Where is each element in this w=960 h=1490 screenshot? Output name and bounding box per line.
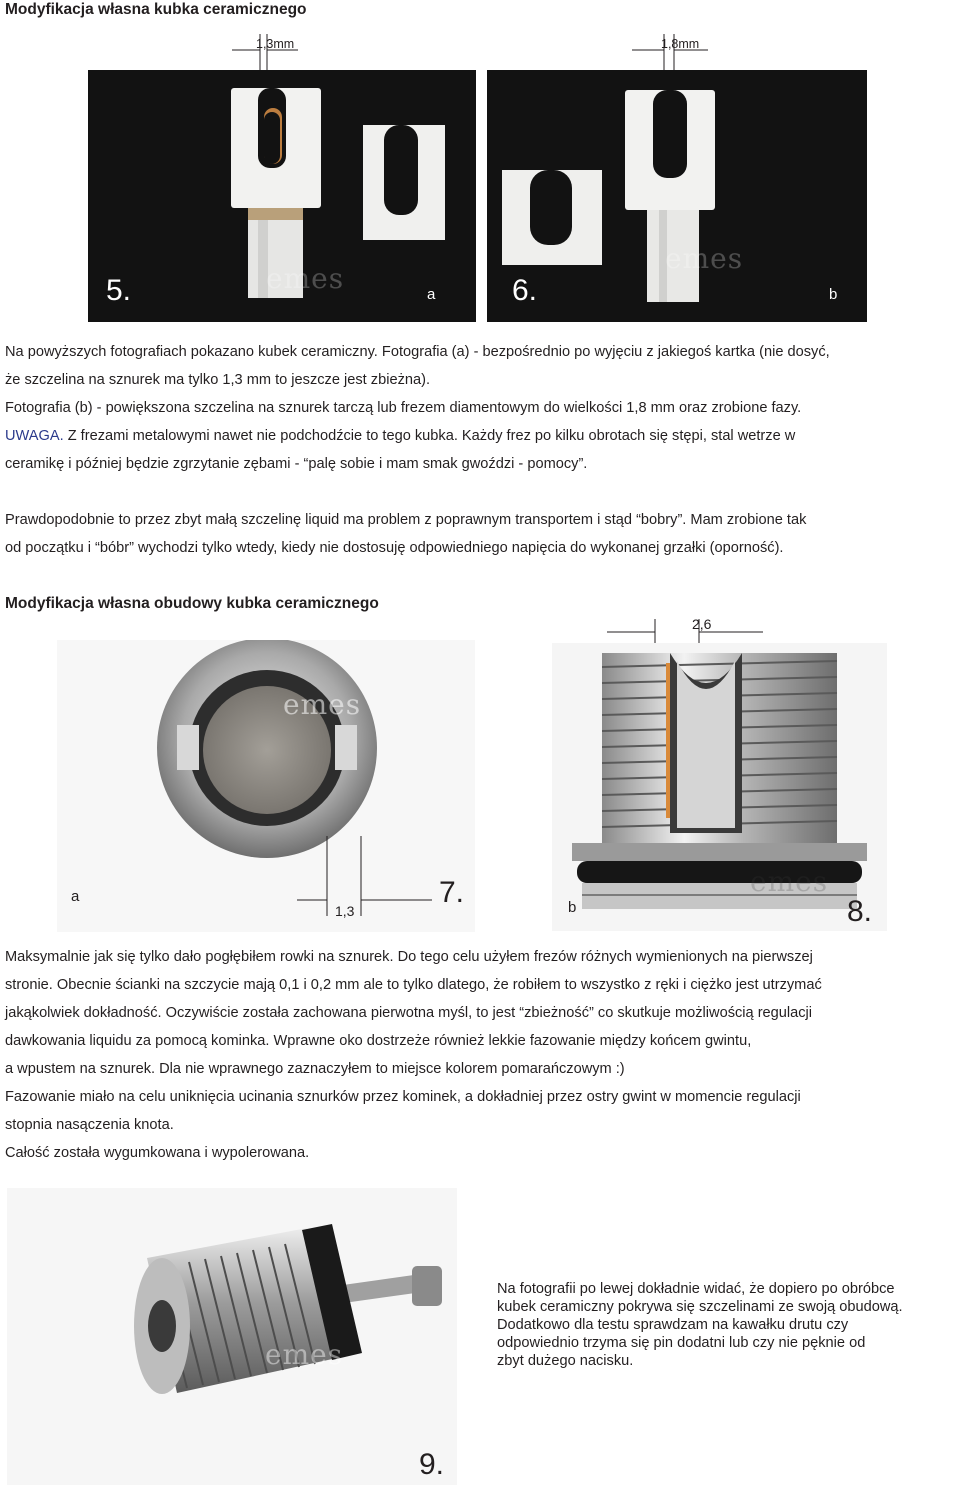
photo-9-housing-with-wire-test: [7, 1188, 457, 1485]
section1-paragraph2: [5, 506, 955, 562]
dimension-label-7: 1,3: [335, 903, 355, 919]
photo-8-housing-side-view: [552, 643, 887, 931]
caption-line-1: Na fotografii po lewej dokładnie widać, że dopiero po obróbce: [497, 1281, 895, 1297]
photo-7-housing-top-view: [57, 640, 475, 932]
caption-line-4: odpowiednio trzyma się pin dodatni lub czy nie pęknie od: [497, 1335, 866, 1351]
photo-9-caption: [497, 1280, 957, 1370]
photo-number-6: 6.: [512, 274, 538, 307]
section2-line-5: a wpustem na sznurek. Dla nie wprawnego zaznaczyłem to miejsce kolorem pomarańczowym :): [5, 1061, 625, 1077]
photo-number-9: 9.: [419, 1448, 445, 1481]
watermark-7: emes: [283, 688, 362, 721]
photo-6-ceramic-cup-b: [487, 70, 867, 322]
watermark-8: emes: [750, 865, 829, 898]
warning-text: Z frezami metalowymi nawet nie podchodźcie to tego kubka. Każdy frez po kilku obrotach się stępi, stal wetrze w: [63, 428, 796, 444]
section2-line-2: stronie. Obecnie ścianki na szczycie mają 0,1 i 0,2 mm ale to tylko dlatego, że robiłem to wszystko z ręki i ciężko jest utrzymać: [5, 977, 822, 993]
photo-letter-b: b: [829, 286, 838, 303]
dimension-label-6: 1,8mm: [661, 37, 700, 51]
dimension-label-8: 2,6: [692, 616, 712, 632]
section1-title: Modyfikacja własna kubka ceramicznego: [5, 1, 307, 18]
warning-label: UWAGA.: [5, 428, 64, 444]
photo-number-5: 5.: [106, 274, 132, 307]
section2-line-8: Całość została wygumkowana i wypolerowana.: [5, 1145, 310, 1161]
watermark-9: emes: [265, 1338, 344, 1371]
section2-title: Modyfikacja własna obudowy kubka ceramicznego: [5, 595, 379, 612]
warning-line: [5, 422, 955, 450]
dimension-label-5: 1,3mm: [256, 37, 295, 51]
paragraph2-line-1: Prawdopodobnie to przez zbyt małą szczelinę liquid ma problem z poprawnym transportem i stąd “bobry”. Mam zrobione tak: [5, 512, 807, 528]
photo-letter-b-8: b: [568, 899, 577, 916]
section2-line-1: Maksymalnie jak się tylko dało pogłębiłem rowki na sznurek. Do tego celu użyłem frezów różnych wymienionych na pierwszej: [5, 949, 813, 965]
watermark-5: emes: [266, 262, 345, 295]
paragraph1-line-2: że szczelina na sznurek ma tylko 1,3 mm to jeszcze jest zbieżna).: [5, 372, 431, 388]
photo-5-ceramic-cup-a: [88, 70, 476, 322]
paragraph1-line-3: Fotografia (b) - powiększona szczelina na sznurek tarczą lub frezem diamentowym do wielkości 1,8 mm oraz zrobione fazy.: [5, 400, 802, 416]
section2-line-3: jakąkolwiek dokładność. Oczywiście została zachowana pierwotna myśl, to jest “zbieżność” co skutkuje możliwością regulacji: [5, 1005, 813, 1021]
photo-number-8: 8.: [847, 895, 873, 928]
section2-line-6: Fazowanie miało na celu uniknięcia ucinania sznurków przez kominek, a dokładniej przez ostry gwint w momencie regulacji: [5, 1089, 801, 1105]
photo-letter-a-7: a: [71, 888, 80, 905]
section2-paragraph: [5, 943, 955, 1167]
section1-paragraph1: [5, 338, 955, 478]
warning-line-2: ceramikę i później będzie zgrzytanie zębami - “palę sobie i mam smak gwoździ - pomocy”.: [5, 456, 588, 472]
paragraph1-line-1: Na powyższych fotografiach pokazano kubek ceramiczny. Fotografia (a) - bezpośrednio po wyjęciu z jakiegoś kartka (nie dosyć,: [5, 344, 830, 360]
photo-number-7: 7.: [439, 876, 465, 909]
caption-line-2: kubek ceramiczny pokrywa się szczelinami ze swoją obudową.: [497, 1299, 903, 1315]
paragraph2-line-2: od początku i “bóbr” wychodzi tylko wtedy, kiedy nie dostosuję odpowiedniego napięcia do wykonanej grzałki (oporność).: [5, 540, 784, 556]
caption-line-5: zbyt dużego nacisku.: [497, 1353, 634, 1369]
housing-side-illustration: [552, 643, 887, 931]
ceramic-cup-illustration-b: [487, 70, 867, 322]
housing-wire-test-illustration: [7, 1188, 457, 1485]
caption-line-3: Dodatkowo dla testu sprawdzam na kawałku drutu czy: [497, 1317, 849, 1333]
dimension-arrows-7: [287, 836, 437, 916]
watermark-6: emes: [665, 242, 744, 275]
section2-line-7: stopnia nasączenia knota.: [5, 1117, 174, 1133]
section2-line-4: dawkowania liquidu za pomocą kominka. Wprawne oko dostrzeże również lekkie fazowanie między końcem gwintu,: [5, 1033, 752, 1049]
photo-letter-a: a: [427, 286, 436, 303]
